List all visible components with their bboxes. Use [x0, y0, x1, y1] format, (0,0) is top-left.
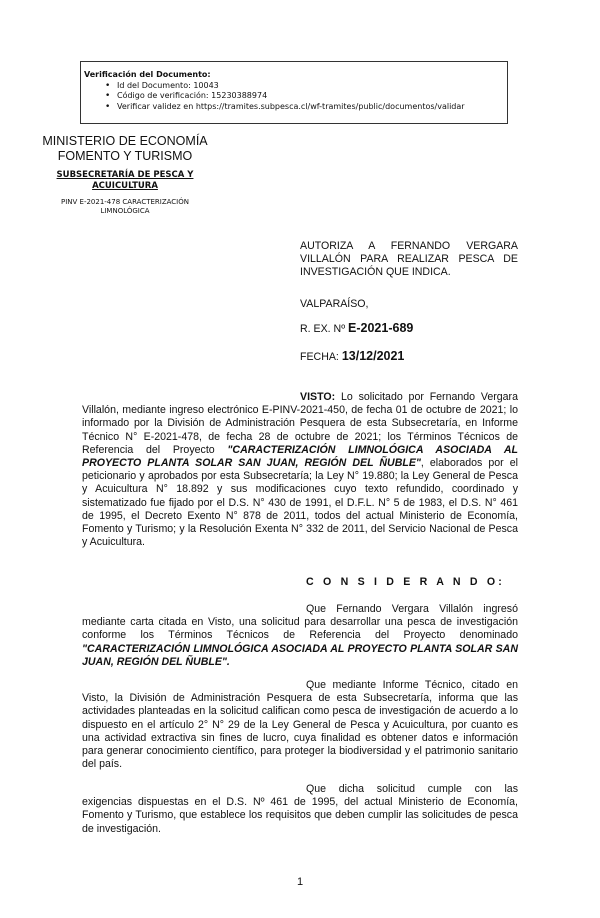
verification-item-id: • Id del Documento: 10043	[117, 81, 499, 92]
verification-item-code: • Código de verificación: 15230388974	[117, 91, 499, 102]
page-number: 1	[296, 876, 304, 888]
visto-project-title: "CARACTERIZACIÓN LIMNOLÓGICA ASOCIADA AL PROYECTO PLANTA SOLAR SAN JUAN, REGIÓN DEL ÑUBLE"	[82, 443, 519, 470]
fecha-line	[300, 350, 518, 364]
considerando-paragraph-3	[82, 783, 518, 836]
reference-code	[40, 198, 210, 216]
visto-text-part1: Lo solicitado por Fernando Vergara Villalón, mediante ingreso electrónico E-PINV-2021-450, de fecha 01 de octubre de 2021; lo informado por la División de Administración Pesquera de esta Subsecretaría, en Informe Técnico N° E-2021-478, de fecha 28 de octubre de 2021; los Términos Técnicos de Referencia del Proyecto	[82, 391, 518, 456]
considerando-paragraph-2	[82, 679, 518, 771]
verification-box	[80, 61, 508, 124]
rex-number: E-2021-689	[348, 321, 414, 335]
visto-text-part2: , elaborados por el peticionario y aprobados por esta Subsecretaría; la Ley N° 19.880; la Ley General de Pesca y Acuicultura N° 18.892 y sus modificaciones cuyo texto refundido, coordinado y sistematizado fue fijado por el D.S. N° 430 de 1991, el D.F.L. N° 5 de 1983, el D.S. N° 461 de 1995, el Decreto Exento N° 878 de 2011, todos del actual Ministerio de Economía, Fomento y Turismo; y la Resolución Exenta N° 332 de 2011, del Servicio Nacional de Pesca y Acuicultura.	[82, 457, 518, 549]
verification-title: Verificación del Documento:	[84, 70, 211, 79]
reference-line-2: LIMNOLÓGICA	[100, 207, 150, 215]
verification-list	[84, 81, 499, 113]
considerando-p1-project: "CARACTERIZACIÓN LIMNOLÓGICA ASOCIADA AL PROYECTO PLANTA SOLAR SAN JUAN, REGIÓN DEL ÑUBLE".	[82, 642, 518, 668]
subsecretaria-heading	[40, 170, 210, 192]
rex-line	[300, 322, 518, 336]
considerando-heading: C O N S I D E R A N D O:	[306, 576, 506, 588]
subsecretaria-line-1: SUBSECRETARÍA DE PESCA Y	[56, 170, 194, 180]
rex-label: R. EX. Nº	[300, 323, 346, 335]
fecha-value: 13/12/2021	[341, 349, 405, 363]
resolution-title: AUTORIZA A FERNANDO VERGARA VILLALÓN PARA REALIZAR PESCA DE INVESTIGACIÓN QUE INDICA.	[300, 240, 518, 278]
considerando-p1-text: Que Fernando Vergara Villalón ingresó mediante carta citada en Visto, una solicitud para desarrollar una pesca de investigación conforme los Términos Técnicos de Referencia del Proyecto denominado	[82, 603, 518, 642]
subsecretaria-line-2: ACUICULTURA	[92, 181, 158, 191]
ministry-line-2: FOMENTO Y TURISMO	[57, 149, 193, 163]
considerando-p2-text: Que mediante Informe Técnico, citado en Visto, la División de Administración Pesquera de esta Subsecretaría, informa que las actividades planteadas en la solicitud califican como pesca de investigación de acuerdo a lo dispuesto en el artículo 2° N° 29 de la Ley General de Pesca y Acuicultura, por cuanto es una actividad extractiva sin fines de lucro, cuya finalidad es obtener datos e información para generar conocimiento científico, para proteger la biodiversidad y el patrimonio sanitario del país.	[82, 679, 518, 771]
visto-label: VISTO:	[300, 391, 336, 403]
ministry-line-1: MINISTERIO DE ECONOMÍA	[42, 134, 208, 148]
considerando-paragraph-1	[82, 603, 518, 669]
fecha-label: FECHA:	[300, 351, 339, 363]
visto-paragraph	[82, 391, 518, 549]
verification-item-url[interactable]: • Verificar validez en https://tramites.subpesca.cl/wf-tramites/public/documentos/validar	[117, 102, 499, 113]
city: VALPARAÍSO,	[300, 298, 369, 310]
considerando-p3-text: Que dicha solicitud cumple con las exigencias dispuestas en el D.S. Nº 461 de 1995, del actual Ministerio de Economía, Fomento y Turismo, que establece los requisitos que deben cumplir las solicitudes de pesca de investigación.	[82, 783, 518, 835]
reference-line-1: PINV E-2021-478 CARACTERIZACIÓN	[60, 198, 189, 206]
